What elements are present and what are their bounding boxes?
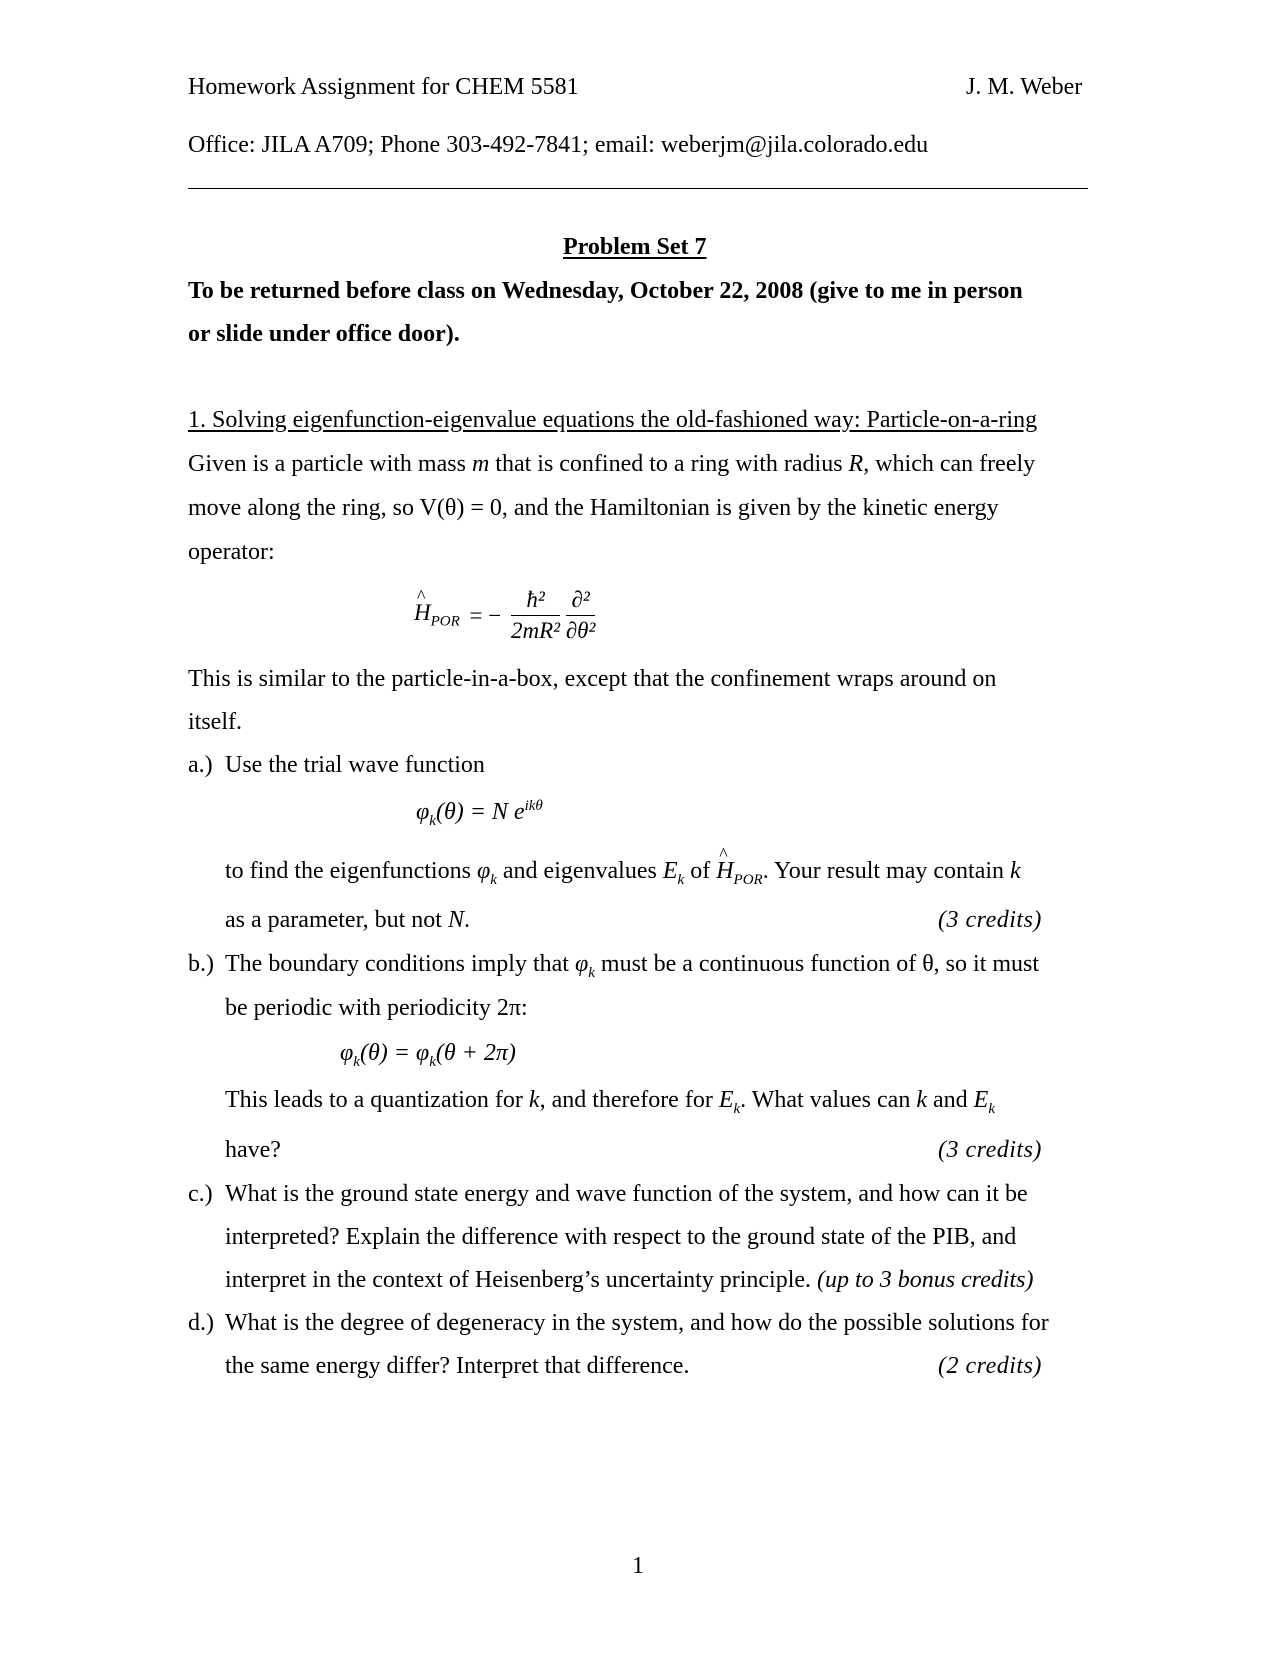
intro-line-2: move along the ring, so V(θ) = 0, and the Hamiltonian is given by the kinetic energy — [188, 495, 999, 521]
part-b-line-1: The boundary conditions imply that $\varphi_k$ must be a continuous function of θ, so it must — [225, 951, 1040, 981]
due-line-1: To be returned before class on Wednesday, October 22, 2008 (give to me in person — [188, 278, 1023, 304]
fraction-hbar: $\frac{\text{ħ²}}{\text{2mR²}}$ — [511, 587, 561, 643]
part-d-line-1: What is the degree of degeneracy in the system, and how do the possible solutions for — [225, 1310, 1049, 1336]
fraction-partial: $\frac{\text{∂²}}{\text{∂θ²}}$ — [565, 587, 596, 643]
intro-line-3: operator: — [188, 539, 275, 565]
similar-line-2: itself. — [188, 709, 242, 735]
part-a-line-1: Use the trial wave function — [225, 752, 485, 778]
part-c-label: c.) — [188, 1181, 213, 1207]
part-c-line-3: interpret in the context of Heisenberg’s uncertainty principle. (up to 3 bonus credits) — [225, 1267, 1034, 1293]
part-a-line-2: to find the eigenfunctions $\varphi_k$ and eigenvalues $E_k$ of ^ $H_{POR}$. Your result may contain k — [225, 858, 1021, 889]
page-title: Problem Set 7 — [563, 234, 707, 260]
part-a-credits: (3 credits) — [938, 907, 1042, 933]
part-a-label: a.) — [188, 752, 213, 778]
header-author: J. M. Weber — [966, 74, 1083, 100]
intro-line-1: Given is a particle with mass m that is confined to a ring with radius R, which can freely — [188, 451, 1036, 477]
header-divider — [188, 188, 1088, 189]
trial-wavefunction-equation: $\varphi_k(\theta) = N$ $e^{ik\theta}$ — [416, 798, 543, 829]
part-d-line-2: the same energy differ? Interpret that difference. — [225, 1353, 690, 1379]
part-d-credits: (2 credits) — [938, 1353, 1042, 1379]
similar-line-1: This is similar to the particle-in-a-box, except that the confinement wraps around on — [188, 666, 997, 692]
page-number: 1 — [632, 1553, 644, 1579]
header-contact-line: Office: JILA A709; Phone 303-492-7841; email: weberjm@jila.colorado.edu — [188, 132, 929, 158]
part-b-line-4: have? — [225, 1137, 281, 1163]
due-line-2: or slide under office door). — [188, 321, 460, 347]
part-c-credits: (up to 3 bonus credits) — [817, 1267, 1034, 1293]
periodicity-equation: $\varphi_k(\theta) = \varphi_k(\theta + 2\pi)$ — [340, 1040, 516, 1070]
part-a-line-3: as a parameter, but not N. — [225, 907, 470, 933]
part-b-credits: (3 credits) — [938, 1137, 1042, 1163]
header-course-line: Homework Assignment for CHEM 5581 — [188, 74, 579, 100]
part-c-line-1: What is the ground state energy and wave function of the system, and how can it be — [225, 1181, 1028, 1207]
part-b-line-3: This leads to a quantization for k, and therefore for $E_k$. What values can k and $E_k$ — [225, 1087, 995, 1117]
part-c-line-2: interpreted? Explain the difference with respect to the ground state of the PIB, and — [225, 1224, 1017, 1250]
part-b-line-2: be periodic with periodicity 2π: — [225, 995, 528, 1021]
problem-heading: 1. Solving eigenfunction-eigenvalue equations the old-fashioned way: Particle-on-a-ring — [188, 407, 1038, 433]
part-d-label: d.) — [188, 1310, 214, 1336]
hamiltonian-equation: ^ $H_{POR}$ = − $\frac{\text{ħ²}}{\text{2mR²}}$ $\frac{\text{∂²}}{\text{∂θ²}}$ — [414, 587, 595, 644]
part-b-label: b.) — [188, 951, 214, 977]
